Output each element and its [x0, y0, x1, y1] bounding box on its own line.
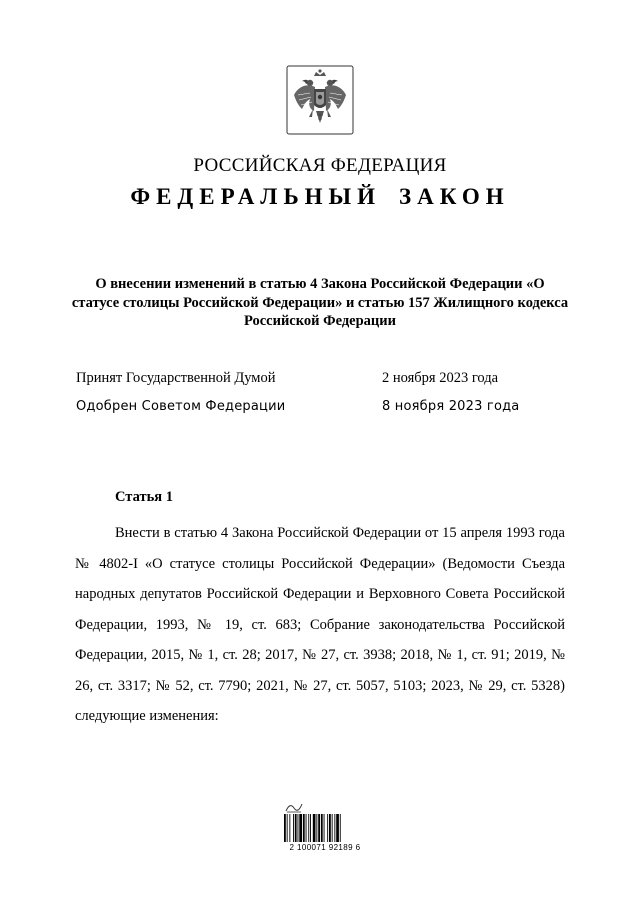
- article-heading: Статья 1: [115, 489, 173, 505]
- barcode-number: 2 100071 92189 6: [289, 843, 361, 852]
- duma-adoption-label: Принят Государственной Думой: [76, 370, 276, 386]
- barcode-block: [280, 800, 370, 860]
- council-approval-label: Одобрен Советом Федерации: [76, 399, 286, 414]
- article-body: Внести в статью 4 Закона Российской Федерации от 15 апреля 1993 года № 4802-I «О статусе столицы Российской Федерации» (Ведомости Съезда народных депутатов Российской Федерации и Верховного Совета Российской Федерации, 1993, № 19, ст. 683; Собрание законодательства Российской Федерации, 2015, № 1, ст. 28; 2017, № 27, ст. 3938; 2018, № 1, ст. 91; 2019, № 26, ст. 3317; № 52, ст. 7790; 2021, № 27, ст. 5057, 5103; 2023, № 29, ст. 5328) следующие изменения:: [75, 525, 565, 724]
- law-title: О внесении изменений в статью 4 Закона Российской Федерации «О статусе столицы Российской Федерации» и статью 157 Жилищного кодекса Российской Федерации: [71, 276, 569, 329]
- document-type-word1: ФЕДЕРАЛЬНЫЙ: [130, 184, 382, 209]
- barcode-icon: [284, 814, 364, 842]
- duma-adoption-date: 2 ноября 2023 года: [382, 370, 499, 386]
- country-name: РОССИЙСКАЯ ФЕДЕРАЦИЯ: [193, 155, 447, 176]
- document-type: [0, 184, 640, 210]
- document-type-word2: ЗАКОН: [399, 184, 510, 209]
- council-approval-date: 8 ноября 2023 года: [382, 399, 520, 414]
- registration-mark-icon: [284, 800, 304, 814]
- russian-coat-of-arms-icon: [286, 65, 354, 135]
